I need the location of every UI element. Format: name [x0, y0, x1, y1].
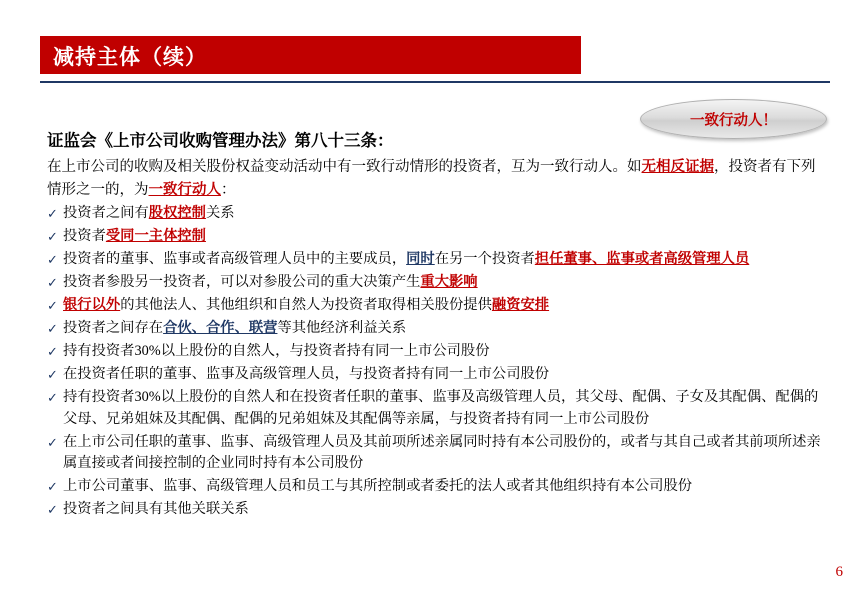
list-item: [47, 226, 822, 248]
title-divider: [40, 81, 830, 83]
list-item: [47, 272, 822, 294]
list-item: [47, 387, 822, 430]
list-item-text: 重大影响: [420, 274, 478, 290]
list-item: [47, 476, 822, 498]
check-icon: ✓: [47, 298, 58, 313]
check-icon: ✓: [47, 275, 58, 290]
list-item-text: 等其他经济利益关系: [277, 320, 407, 336]
list-item-text: 投资者之间具有其他关联关系: [63, 501, 249, 517]
list-item-text: 同时: [406, 251, 435, 267]
callout-label: 一致行动人！: [690, 112, 777, 129]
list-item-text: 投资者之间存在: [63, 320, 164, 336]
list-item: [47, 318, 822, 340]
list-item-text: 银行以外: [63, 297, 121, 313]
list-item-text: 关系: [205, 205, 235, 221]
list-item: [47, 341, 822, 363]
check-icon: ✓: [47, 502, 58, 517]
list-item-text: 投资者参股另一投资者，可以对参股公司的重大决策产生: [63, 274, 421, 290]
list-item-text: 的其他法人、其他组织和自然人为投资者取得相关股份提供: [120, 297, 492, 313]
list-item-text: 上市公司董事、监事、高级管理人员和员工与其所控制或者委托的法人或者其他组织持有本公司股份: [63, 478, 693, 494]
list-item-text: 持有投资者30%以上股份的自然人，与投资者持有同一上市公司股份: [63, 343, 490, 359]
slide-body: [47, 128, 822, 522]
list-item: [47, 295, 822, 317]
list-item: [47, 249, 822, 271]
list-item: [47, 203, 822, 225]
intro-emphasis-2: 一致行动人: [148, 182, 221, 198]
check-icon: ✓: [47, 367, 58, 382]
body-intro-paragraph: [47, 156, 822, 202]
list-item-text: 在上市公司任职的董事、监事、高级管理人员及其前项所述亲属同时持有本公司股份的，或者与其自己或者其前项所述亲属直接或者间接控制的企业同时持有本公司股份: [63, 433, 821, 471]
list-item-text: 投资者: [63, 228, 106, 244]
list-item-text: 融资安排: [491, 297, 550, 313]
page-title: 减持主体（续）: [53, 45, 207, 69]
check-icon: ✓: [47, 434, 58, 450]
list-item-text: 投资者之间有: [63, 205, 149, 221]
list-item: [47, 432, 822, 475]
list-item-text: 受同一主体控制: [105, 228, 206, 244]
list-item-text: 在另一个投资者: [434, 251, 535, 267]
body-heading: 证监会《上市公司收购管理办法》第八十三条：: [47, 131, 394, 150]
check-icon: ✓: [47, 390, 58, 405]
list-item-text: 持有投资者30%以上股份的自然人和在投资者任职的董事、监事及高级管理人员，其父母、配偶、子女及其配偶、配偶的父母、兄弟姐妹及其配偶、配偶的兄弟姐妹及其配偶等亲属，与投资者持有同一上市公司股份: [63, 389, 819, 427]
check-icon: ✓: [47, 252, 58, 267]
list-item-text: 股权控制: [148, 205, 206, 221]
list-item: [47, 364, 822, 386]
page-number: 6: [835, 564, 843, 580]
check-icon: ✓: [47, 479, 58, 494]
check-icon: ✓: [47, 344, 58, 359]
check-icon: ✓: [47, 229, 58, 244]
list-item-text: 在投资者任职的董事、监事及高级管理人员，与投资者持有同一上市公司股份: [63, 366, 550, 382]
criteria-list: [47, 203, 822, 521]
intro-part-1: 在上市公司的收购及相关股份权益变动活动中有一致行动情形的投资者，互为一致行动人。如: [47, 159, 642, 175]
intro-emphasis-1: 无相反证据: [641, 159, 714, 175]
list-item: [47, 499, 822, 521]
intro-part-2: ，投资者有下列情形之一的，为: [47, 159, 816, 198]
check-icon: ✓: [47, 321, 58, 336]
check-icon: ✓: [47, 206, 58, 221]
list-item-text: 合伙、合作、联营: [163, 320, 278, 336]
list-item-text: 投资者的董事、监事或者高级管理人员中的主要成员，: [63, 251, 407, 267]
list-item-text: 担任董事、监事或者高级管理人员: [534, 251, 750, 267]
intro-part-3: ：: [221, 182, 236, 198]
